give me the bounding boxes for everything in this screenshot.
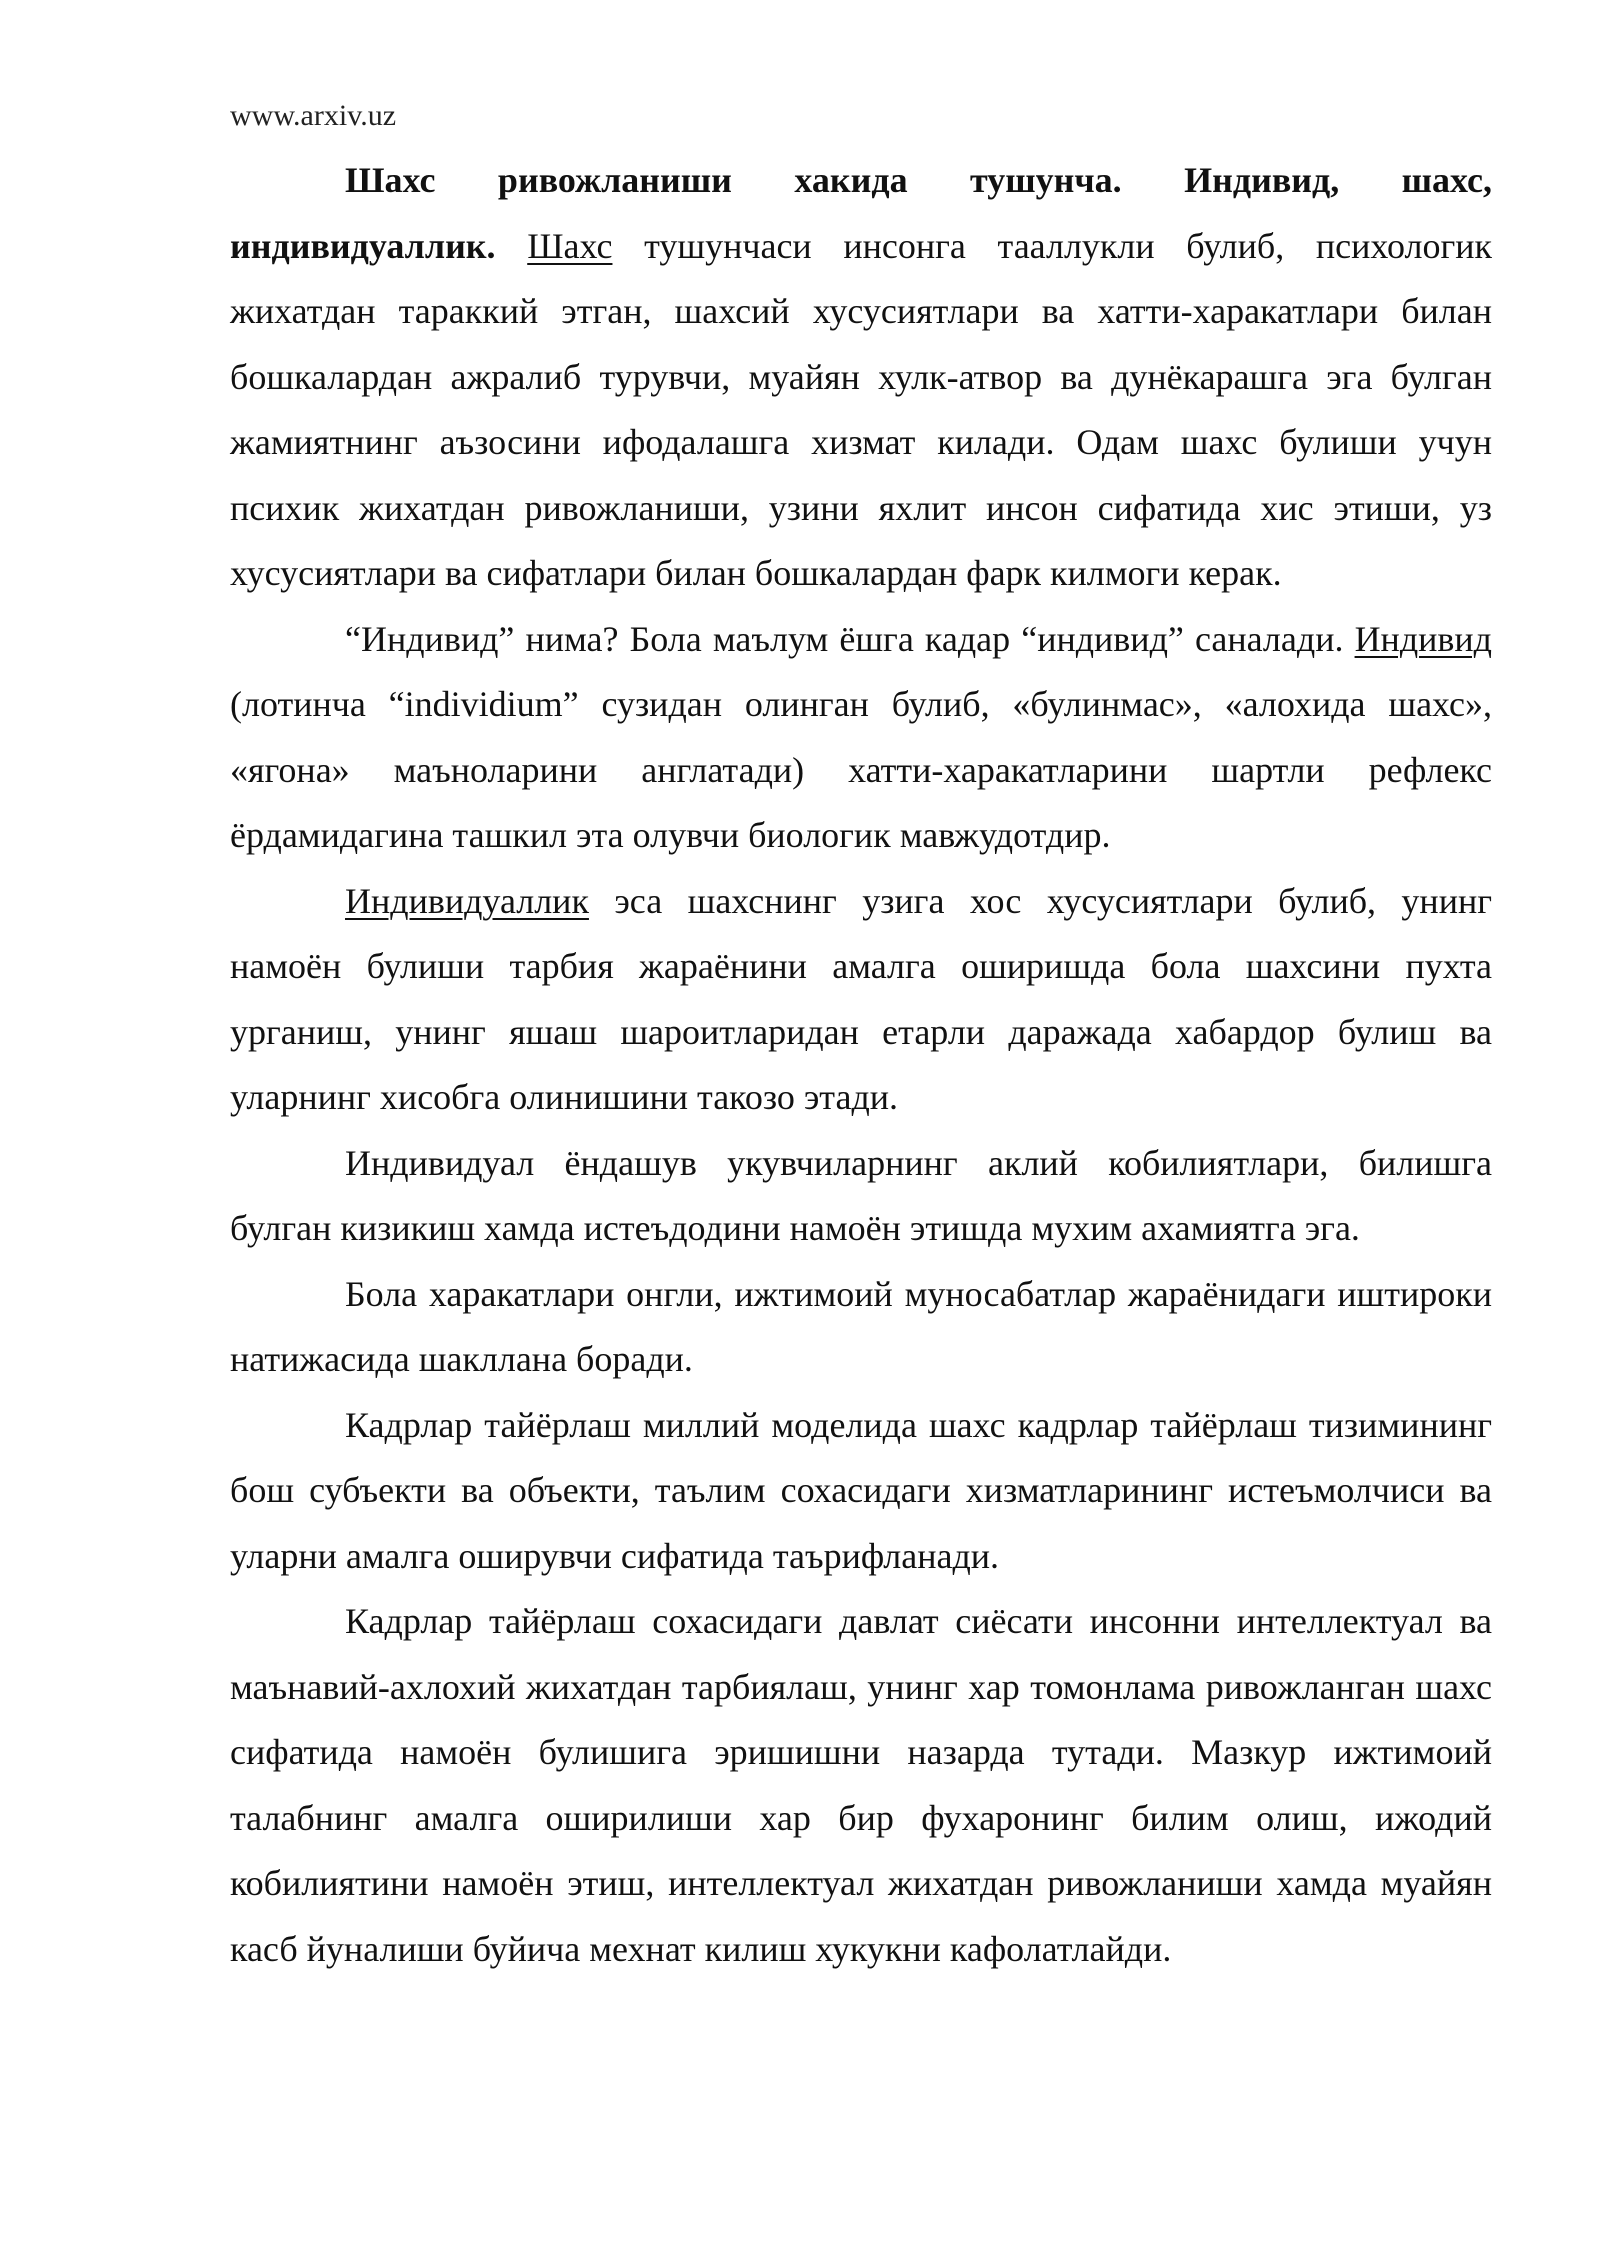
paragraph-text: эса шахснинг узига хос хусусиятлари булиб, унинг намоён булиши тарбия жараёнини амалга оширишда бола шахсини пухта урганиш, унинг яшаш шароитларидан етарли даражада хабардор булиш ва уларнинг хисобга олинишини такозо этади. — [230, 880, 1492, 1117]
document-body — [230, 148, 1492, 1982]
paragraph-shakhs — [230, 148, 1492, 607]
paragraph-national-model: Кадрлар тайёрлаш миллий моделида шахс кадрлар тайёрлаш тизимининг бош субъекти ва объекти, таълим сохасидаги хизматларининг истеъмолчиси ва уларни амалга оширувчи сифатида таърифланади. — [230, 1404, 1492, 1576]
paragraph-individual-approach: Индивидуал ёндашув укувчиларнинг аклий кобилиятлари, билишга булган кизикиш хамда истеъдодини намоён этишда мухим ахамиятга эга. — [230, 1142, 1492, 1248]
paragraph-text: тушунчаси инсонга тааллукли булиб, психологик жихатдан тараккий этган, шахсий хусусиятлари ва хатти-харакатлари билан бошкалардан ажралиб турувчи, муайян хулк-атвор ва дунёкарашга эга булган жамиятнинг аъзосини ифодалашга хизмат килади. Одам шахс булиши учун психик жихатдан ривожланиши, узини яхлит инсон сифатида хис этиши, уз хусусиятлари ва сифатлари билан бошкалардан фарк килмоги керак. — [230, 225, 1492, 593]
paragraph-individ — [230, 607, 1492, 869]
paragraph-text: (лотинча “individium” сузидан олинган булиб, «булинмас», «алохида шахс», «ягона» маъноларини англатади) хатти-харакатларини шартли рефлекс ёрдамидагина ташкил эта олувчи биологик мавжудотдир. — [230, 684, 1492, 855]
section-heading: Шахс ривожланиши хакида тушунча. Индивид, шахс, индивидуаллик. — [230, 160, 1492, 266]
paragraph-child-actions: Бола харакатлари онгли, ижтимоий муносабатлар жараёнидаги иштироки натижасида шакллана боради. — [230, 1273, 1492, 1379]
paragraph-lead: “Индивид” нима? Бола маълум ёшга кадар “индивид” саналади. — [345, 618, 1344, 659]
term-shakhs: Шахс — [527, 225, 613, 266]
term-individ: Индивид — [1354, 618, 1492, 659]
site-header-url: www.arxiv.uz — [230, 99, 397, 132]
paragraph-individuallik — [230, 869, 1492, 1131]
paragraph-state-policy: Кадрлар тайёрлаш сохасидаги давлат сиёсати инсонни интеллектуал ва маънавий-ахлохий жихатдан тарбиялаш, унинг хар томонлама ривожланган шахс сифатида намоён булишига эришишни назарда тутади. Мазкур ижтимоий талабнинг амалга оширилиши хар бир фухаронинг билим олиш, ижодий кобилиятини намоён этиш, интеллектуал жихатдан ривожланиши хамда муайян касб йуналиши буйича мехнат килиш хукукни кафолатлайди. — [230, 1601, 1492, 1969]
term-individuallik: Индивидуаллик — [345, 880, 589, 921]
